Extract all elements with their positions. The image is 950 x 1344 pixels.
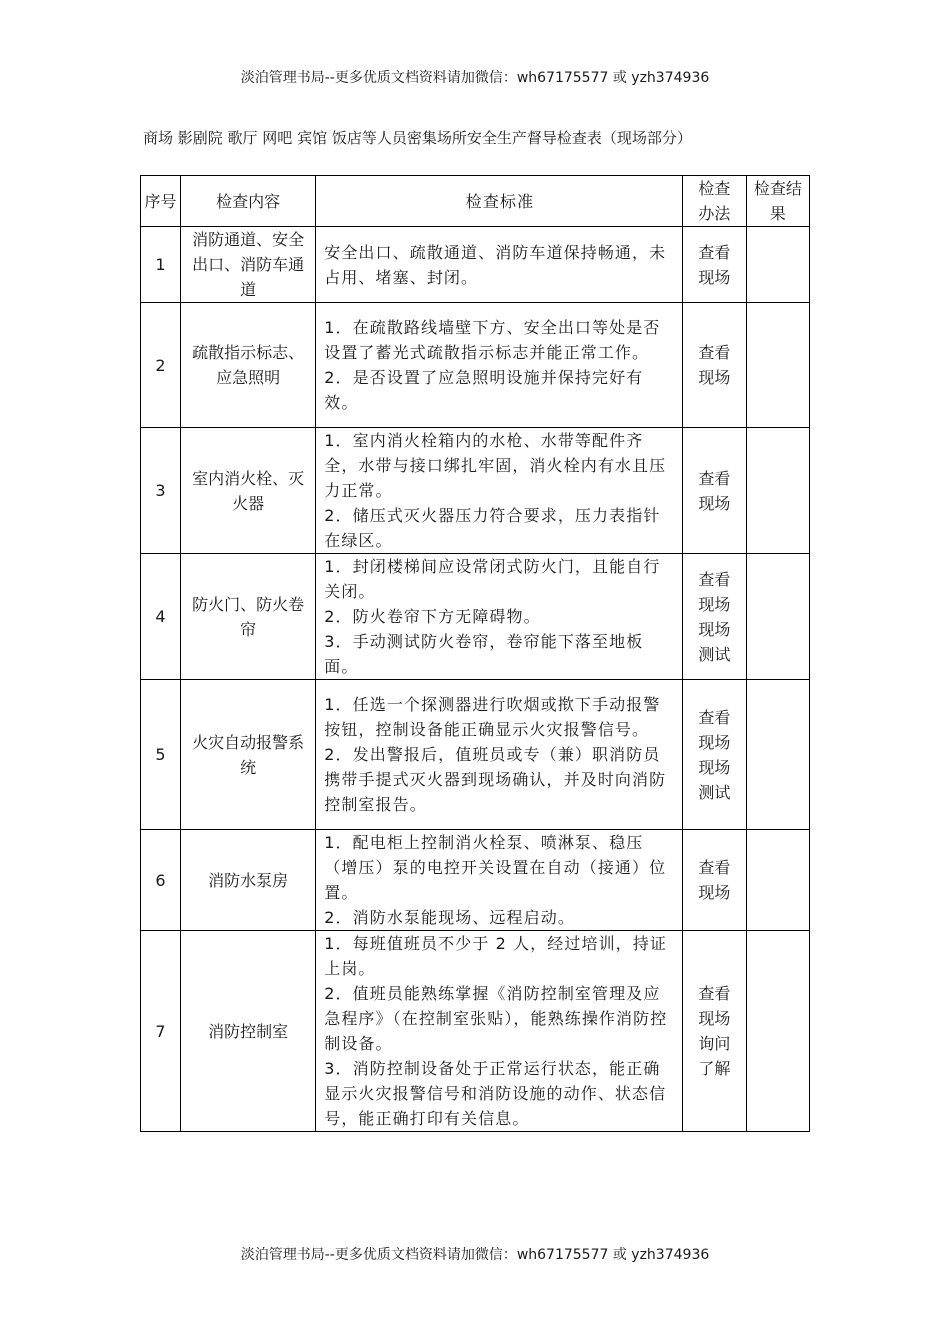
- standard-item: 1．配电柜上控制消火栓泵、喷淋泵、稳压（增压）泵的电控开关设置在自动（接通）位置。: [324, 833, 667, 902]
- standard-item: 2．是否设置了应急照明设施并保持完好有效。: [324, 368, 644, 412]
- standard-item: 1．在疏散路线墙壁下方、安全出口等处是否设置了蓄光式疏散指示标志并能正常工作。: [324, 318, 661, 362]
- row-content: 消防水泵房: [181, 830, 316, 931]
- page-header: 淡泊管理书局--更多优质文档资料请加微信：wh67175577 或 yzh374936: [240, 70, 710, 86]
- row-method: 查看现场现场测试: [682, 680, 746, 830]
- row-no: 1: [141, 227, 181, 303]
- row-method: 查看现场: [682, 830, 746, 931]
- table-row: [141, 227, 810, 303]
- row-no: 2: [141, 303, 181, 428]
- header-content: 检查内容: [181, 176, 316, 227]
- row-result-cell[interactable]: [746, 830, 809, 931]
- row-result-cell[interactable]: [746, 554, 809, 680]
- row-no: 6: [141, 830, 181, 931]
- row-standard: [316, 931, 683, 1132]
- row-no: 4: [141, 554, 181, 680]
- row-result-cell[interactable]: [746, 303, 809, 428]
- table-row: [141, 830, 810, 931]
- standard-item: 1．室内消火栓箱内的水枪、水带等配件齐全，水带与接口绑扎牢固，消火栓内有水且压力正常。: [324, 431, 667, 500]
- table-row: [141, 303, 810, 428]
- standard-item: 1．任选一个探测器进行吹烟或揿下手动报警按钮，控制设备能正确显示火灾报警信号。: [324, 695, 661, 739]
- standard-item: 3．手动测试防火卷帘，卷帘能下落至地板面。: [324, 632, 644, 676]
- header-no: 序号: [141, 176, 181, 227]
- inspection-table: [140, 175, 810, 1132]
- row-method: 查看现场: [682, 227, 746, 303]
- row-result-cell[interactable]: [746, 227, 809, 303]
- standard-item: 2．防火卷帘下方无障碍物。: [324, 607, 541, 626]
- row-content: 疏散指示标志、应急照明: [181, 303, 316, 428]
- table-row: [141, 680, 810, 830]
- row-method: 查看现场: [682, 303, 746, 428]
- row-content: 室内消火栓、灭火器: [181, 428, 316, 554]
- row-result-cell[interactable]: [746, 428, 809, 554]
- row-no: 5: [141, 680, 181, 830]
- row-no: 3: [141, 428, 181, 554]
- table-row: [141, 931, 810, 1132]
- standard-item: 1．每班值班员不少于 2 人，经过培训，持证上岗。: [324, 934, 667, 978]
- row-method: 查看现场询问了解: [682, 931, 746, 1132]
- standard-item: 2．消防水泵能现场、远程启动。: [324, 908, 575, 927]
- standard-item: 1．封闭楼梯间应设常闭式防火门，且能自行关闭。: [324, 557, 661, 601]
- row-standard: [316, 303, 683, 428]
- header-method: 检查办法: [682, 176, 746, 227]
- table-row: [141, 554, 810, 680]
- page-footer: 淡泊管理书局--更多优质文档资料请加微信：wh67175577 或 yzh374936: [240, 1247, 710, 1263]
- document-title: 商场 影剧院 歌厅 网吧 宾馆 饭店等人员密集场所安全生产督导检查表（现场部分）: [143, 129, 692, 147]
- row-standard: [316, 428, 683, 554]
- row-standard: [316, 680, 683, 830]
- table-row: [141, 428, 810, 554]
- row-standard: [316, 227, 683, 303]
- standard-item: 2．值班员能熟练掌握《消防控制室管理及应急程序》（在控制室张贴），能熟练操作消防控制设备。: [324, 984, 668, 1053]
- standard-item: 3．消防控制设备处于正常运行状态，能正确显示火灾报警信号和消防设施的动作、状态信号，能正确打印有关信息。: [324, 1059, 667, 1128]
- row-result-cell[interactable]: [746, 931, 809, 1132]
- header-standard: 检查标准: [316, 176, 683, 227]
- row-method: 查看现场: [682, 428, 746, 554]
- standard-item: 2．储压式灭火器压力符合要求，压力表指针在绿区。: [324, 506, 661, 550]
- header-result: 检查结果: [746, 176, 809, 227]
- row-content: 防火门、防火卷帘: [181, 554, 316, 680]
- row-standard: [316, 554, 683, 680]
- row-content: 消防控制室: [181, 931, 316, 1132]
- row-result-cell[interactable]: [746, 680, 809, 830]
- standard-item: 安全出口、疏散通道、消防车道保持畅通，未占用、堵塞、封闭。: [324, 242, 667, 287]
- row-method: 查看现场现场测试: [682, 554, 746, 680]
- row-standard: [316, 830, 683, 931]
- standard-item: 2．发出警报后，值班员或专（兼）职消防员携带手提式灭火器到现场确认，并及时向消防控制室报告。: [324, 745, 667, 814]
- table-header-row: [141, 176, 810, 227]
- row-no: 7: [141, 931, 181, 1132]
- row-content: 消防通道、安全出口、消防车通道: [181, 227, 316, 303]
- row-content: 火灾自动报警系统: [181, 680, 316, 830]
